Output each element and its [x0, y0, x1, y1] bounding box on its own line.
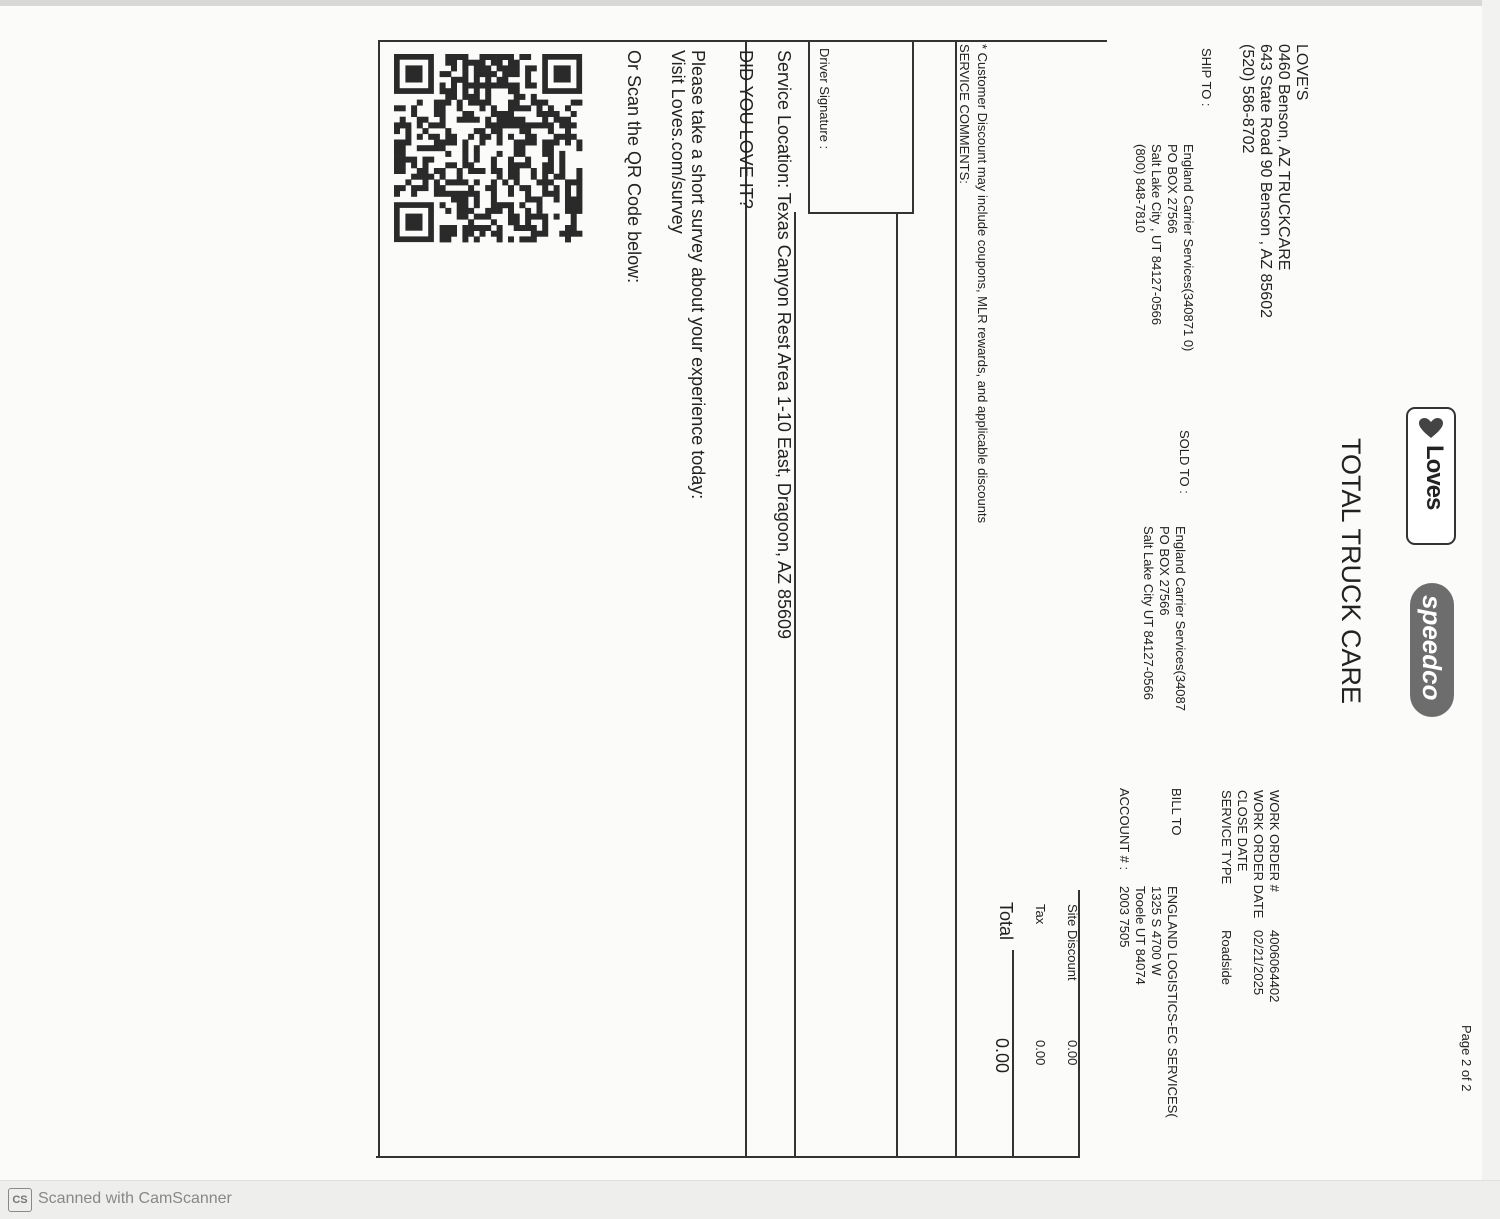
signature-box-divider — [808, 42, 810, 214]
heart-icon — [1418, 417, 1444, 439]
bill-to-label: BILL TO — [1169, 788, 1184, 836]
service-comments-label: SERVICE COMMENTS: — [957, 44, 972, 184]
camscanner-text: Scanned with CamScanner — [38, 1190, 232, 1207]
frame-left-border — [378, 40, 380, 1157]
survey-line-3: Or Scan the QR Code below: — [624, 50, 644, 284]
ship-to-line: Salt Lake City , UT 84127-0566 — [1149, 144, 1164, 326]
frame-top-border — [378, 40, 1107, 42]
ship-to-line: PO BOX 27566 — [1165, 144, 1180, 234]
bill-to-line: ENGLAND LOGISTICS-EC SERVICES( — [1165, 886, 1180, 1118]
ship-to-line: England Carrier Services(340871 0) — [1181, 144, 1196, 352]
service-type-label: SERVICE TYPE — [1219, 790, 1234, 885]
page-number: Page 2 of 2 — [1459, 1025, 1474, 1092]
sold-to-line: PO BOX 27566 — [1157, 526, 1172, 616]
paper-right-edge — [1482, 0, 1500, 1180]
site-discount-label: Site Discount — [1065, 904, 1080, 981]
driver-signature-label: Driver Signature : — [817, 48, 832, 150]
total-label: Total — [996, 902, 1016, 941]
speedco-logo — [1410, 583, 1454, 717]
loves-logo — [1406, 407, 1456, 545]
work-order-number-label: WORK ORDER # — [1267, 790, 1282, 892]
tax-value: 0.00 — [1033, 1040, 1048, 1066]
site-discount-value: 0.00 — [1065, 1040, 1080, 1066]
survey-heading: DID YOU LOVE IT? — [736, 50, 756, 209]
totals-divider — [1012, 950, 1014, 1158]
sold-to-line: Salt Lake City UT 84127-0566 — [1141, 526, 1156, 700]
ship-to-label: SHIP TO : — [1199, 48, 1214, 107]
scanner-watermark — [0, 1180, 1500, 1219]
store-phone: (520) 586-8702 — [1239, 44, 1256, 154]
account-label: ACCOUNT # : — [1117, 788, 1132, 871]
speedco-logo-text: speedco — [1417, 595, 1447, 701]
comments-divider — [955, 42, 957, 1156]
account-value: 2003 7505 — [1117, 886, 1132, 948]
signature-box-separator — [808, 212, 914, 214]
work-order-number-value: 4006064402 — [1267, 930, 1282, 1003]
service-type-value: Roadside — [1219, 930, 1234, 985]
survey-line-1: Please take a short survey about your experience today: — [688, 50, 708, 500]
discount-note: * Customer Discount may include coupons, MLR rewards, and applicable discounts — [975, 44, 990, 524]
survey-qr-code[interactable] — [394, 54, 584, 246]
location-divider — [745, 42, 747, 1156]
sold-to-label: SOLD TO : — [1177, 430, 1192, 494]
survey-line-2: Visit Loves.com/survey — [668, 50, 688, 234]
store-line-1: 0460 Benson, AZ TRUCKCARE — [1275, 44, 1292, 271]
store-name: LOVE'S — [1293, 44, 1310, 101]
store-line-2: 643 State Road 90 Benson , AZ 85602 — [1257, 44, 1274, 318]
signature-row-divider — [794, 212, 796, 1156]
sold-to-line: England Carrier Services(34087 — [1173, 526, 1188, 711]
service-location: Service Location: Texas Canyon Rest Area 1-10 East, Dragoon, AZ 85609 — [774, 50, 794, 640]
tax-label: Tax — [1033, 904, 1048, 925]
total-value: 0.00 — [992, 1038, 1012, 1074]
frame-bottom-border — [376, 1156, 1080, 1158]
camscanner-logo-icon: CS — [8, 1188, 32, 1212]
loves-logo-text: Loves — [1421, 445, 1448, 510]
document-title: TOTAL TRUCK CARE — [1336, 438, 1366, 705]
comments-box-divider-2 — [896, 212, 898, 1156]
work-order-date-label: WORK ORDER DATE — [1251, 790, 1266, 919]
work-order-date-value: 02/21/2025 — [1251, 930, 1266, 996]
bill-to-line: 1325 S 4700 W — [1149, 886, 1164, 976]
close-date-label: CLOSE DATE — [1235, 790, 1250, 872]
bill-to-line: Tooele UT 84074 — [1133, 886, 1148, 985]
paper-top-edge — [0, 0, 1500, 6]
ship-to-line: (800) 848-7810 — [1133, 144, 1148, 233]
comments-box-divider — [912, 42, 914, 212]
